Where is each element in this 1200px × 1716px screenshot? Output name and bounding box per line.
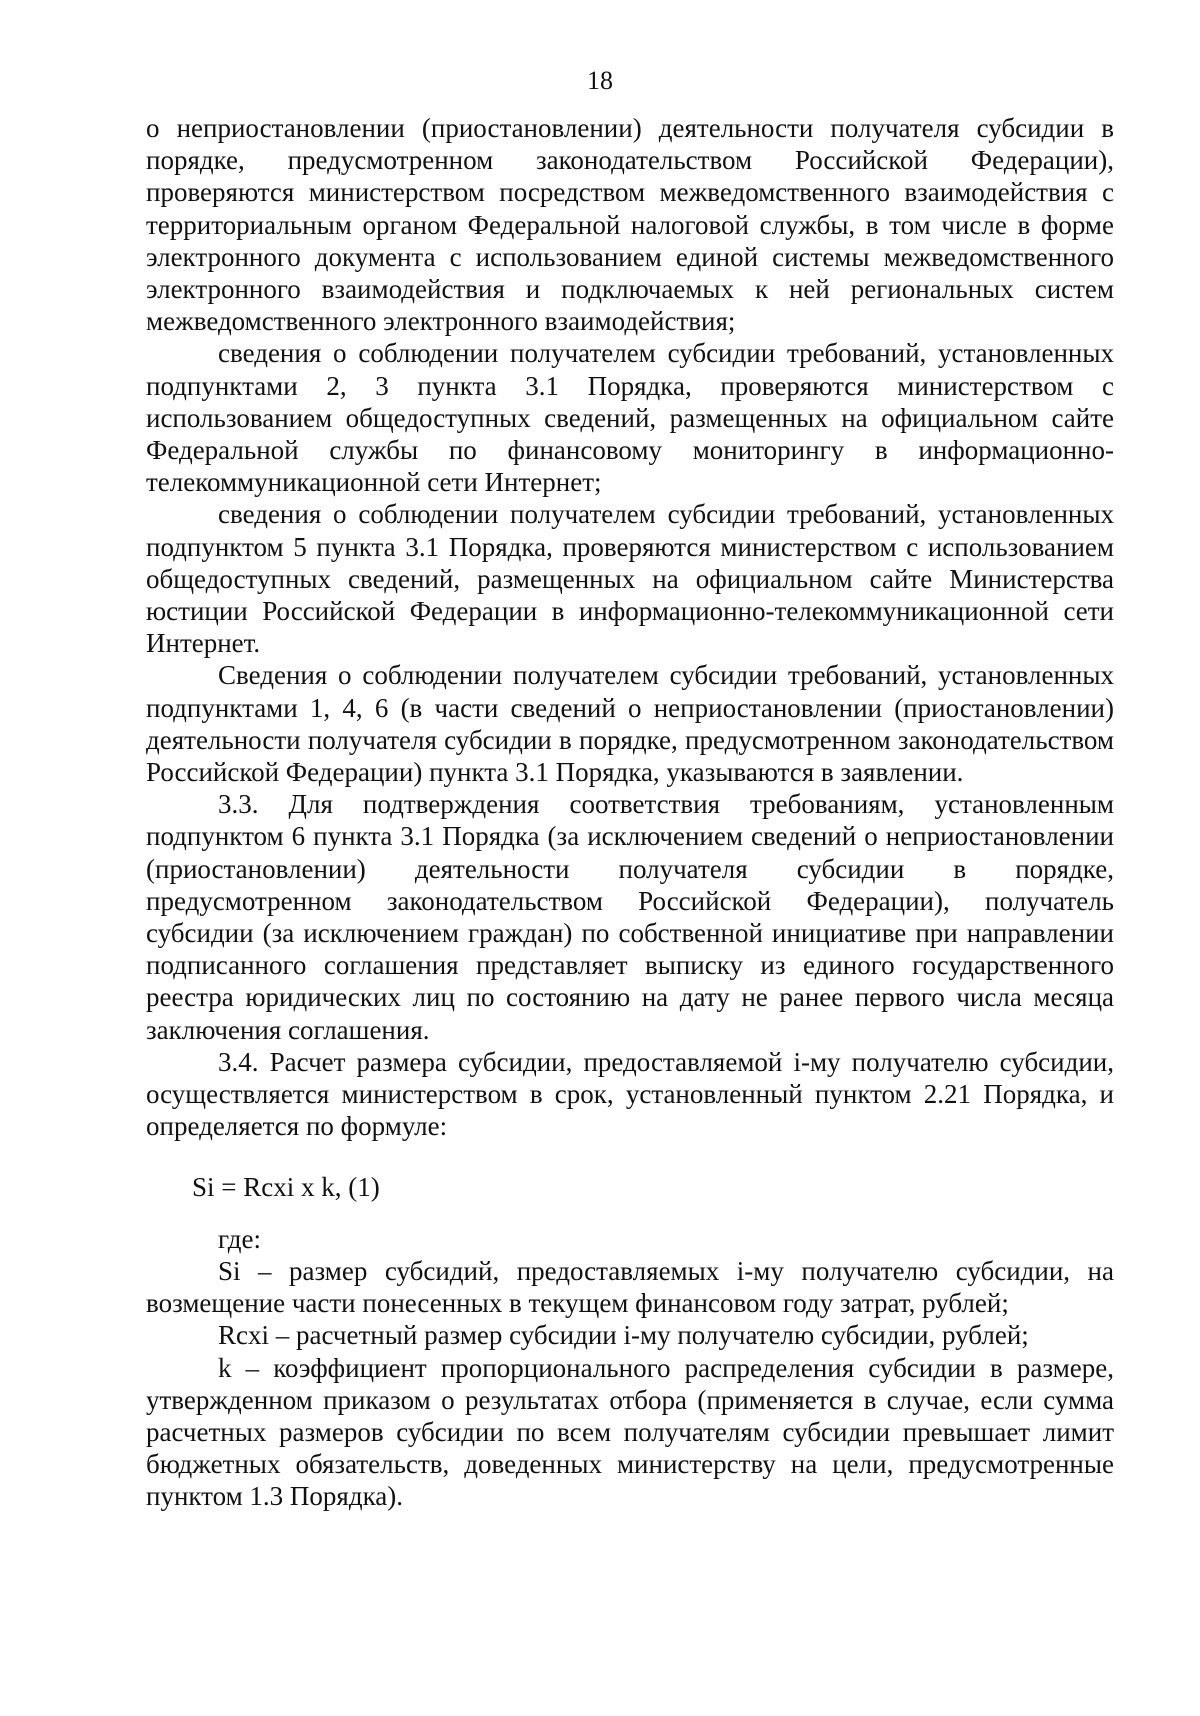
document-body	[146, 112, 1114, 1513]
page-number: 18	[587, 66, 613, 95]
paragraph-3-4: 3.4. Расчет размера субсидии, предоставляемой i-му получателю субсидии, осуществляется министерством в срок, установленный пунктом 2.21 Порядка, и определяется по формуле:	[146, 1046, 1114, 1142]
where-label: где:	[218, 1223, 261, 1254]
definition-si: Si – размер субсидий, предоставляемых i-му получателю субсидии, на возмещение части понесенных в текущем финансовом году затрат, рублей;	[146, 1255, 1114, 1319]
definition-k: k – коэффициент пропорционального распределения субсидии в размере, утвержденном приказом о результатах отбора (применяется в случае, если сумма расчетных размеров субсидии по всем получателям субсидии превышает лимит бюджетных обязательств, доведенных министерству на цели, предусмотренные пунктом 1.3 Порядка).	[146, 1352, 1114, 1512]
paragraph-application-info: Сведения о соблюдении получателем субсидии требований, установленных подпунктами 1, 4, 6 (в части сведений о неприостановлении (приостановлении) деятельности получателя субсидии в порядке, предусмотренном законодательством Российской Федерации) пункта 3.1 Порядка, указываются в заявлении.	[146, 660, 1114, 788]
paragraph-minjust-check: сведения о соблюдении получателем субсидии требований, установленных подпунктом 5 пункта 3.1 Порядка, проверяются министерством с использованием общедоступных сведений, размещенных на официальном сайте Министерства юстиции Российской Федерации в информационно-телекоммуникационной сети Интернет.	[146, 499, 1114, 659]
paragraph-3-3: 3.3. Для подтверждения соответствия требованиям, установленным подпунктом 6 пункта 3.1 Порядка (за исключением сведений о неприостановлении (приостановлении) деятельности получателя субсидии в порядке, предусмотренном законодательством Российской Федерации), получатель субсидии (за исключением граждан) по собственной инициативе при направлении подписанного соглашения представляет выписку из единого государственного реестра юридических лиц по состоянию на дату не ранее первого числа месяца заключения соглашения.	[146, 789, 1114, 1045]
definition-rcxi: Rcxi – расчетный размер субсидии i-му получателю субсидии, рублей;	[218, 1320, 1029, 1351]
paragraph-continuation: о неприостановлении (приостановлении) деятельности получателя субсидии в порядке, предусмотренном законодательством Российской Федерации), проверяются министерством посредством межведомственного взаимодействия с территориальным органом Федеральной налоговой службы, в том числе в форме электронного документа с использованием единой системы межведомственного электронного взаимодействия и подключаемых к ней региональных систем межведомственного электронного взаимодействия;	[146, 113, 1114, 337]
paragraph-fms-check: сведения о соблюдении получателем субсидии требований, установленных подпунктами 2, 3 пункта 3.1 Порядка, проверяются министерством с использованием общедоступных сведений, размещенных на официальном сайте Федеральной службы по финансовому мониторингу в информационно-телекоммуникационной сети Интернет;	[146, 338, 1114, 498]
formula: Si = Rcxi x k, (1)	[192, 1171, 380, 1202]
